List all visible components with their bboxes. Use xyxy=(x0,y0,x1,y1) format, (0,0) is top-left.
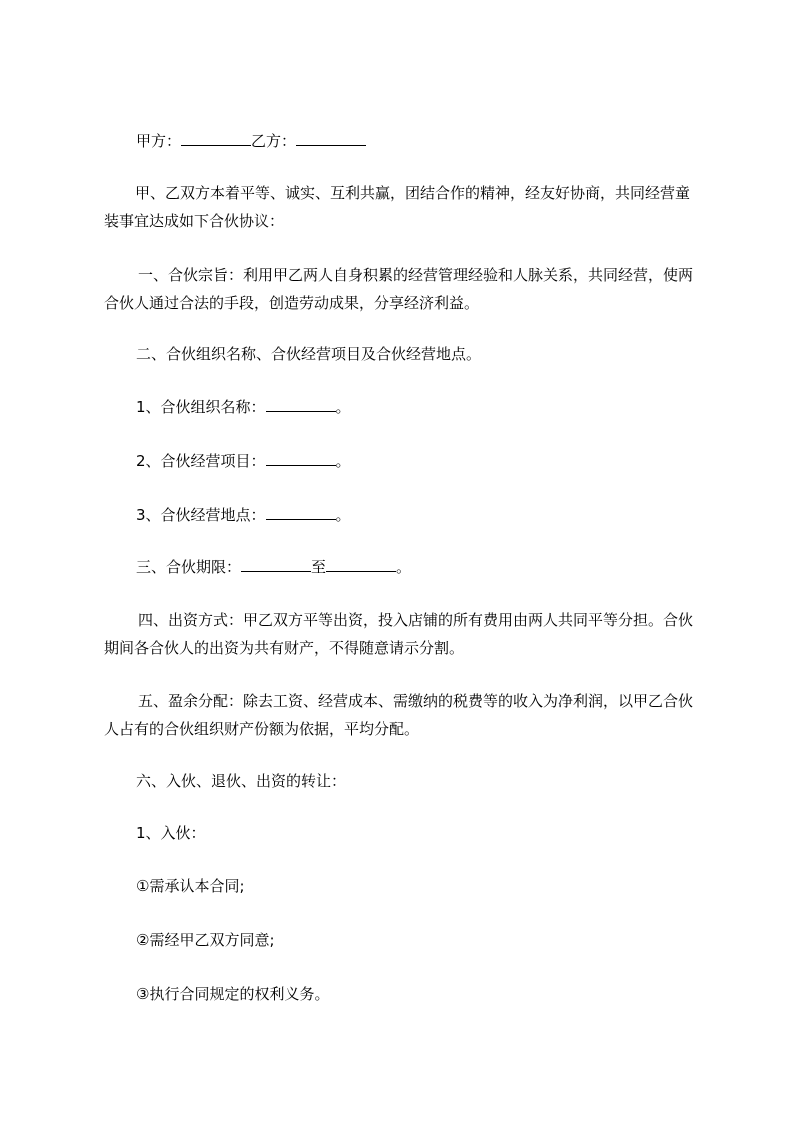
section-2-item-3 xyxy=(136,501,736,529)
party-b-blank xyxy=(296,131,366,146)
join-condition-3: ③执行合同规定的权利义务。 xyxy=(136,985,330,1003)
join-condition-2: ②需经甲乙双方同意; xyxy=(136,931,275,949)
section-4-paragraph: 四、出资方式：甲乙双方平等出资，投入店铺的所有费用由两人共同平等分担。合伙期间各合伙人的出资为共有财产，不得随意请示分割。 xyxy=(104,611,694,657)
intro-paragraph: 甲、乙双方本着平等、诚实、互利共赢，团结合作的精神，经友好协商，共同经营童装事宜达成如下合伙协议： xyxy=(104,184,691,230)
section-6-heading: 六、入伙、退伙、出资的转让： xyxy=(136,772,347,790)
section-3-term xyxy=(136,553,736,581)
period-mark: 。 xyxy=(335,452,351,470)
period-mark: 。 xyxy=(335,398,351,416)
party-a-blank xyxy=(181,131,251,146)
section-5-paragraph: 五、盈余分配：除去工资、经营成本、需缴纳的税费等的收入为净利润，以甲乙合伙人占有的合伙组织财产份额为依据，平均分配。 xyxy=(104,692,694,738)
section-6-sub-1: 1、入伙： xyxy=(136,824,206,842)
org-name-label: 1、合伙组织名称： xyxy=(136,398,266,416)
section-2-item-2 xyxy=(136,447,736,475)
section-2-item-1 xyxy=(136,393,736,421)
term-to: 至 xyxy=(311,558,327,576)
parties-line xyxy=(136,127,736,155)
business-project-blank xyxy=(266,451,336,466)
party-b-label: 乙方： xyxy=(251,132,297,150)
section-1-paragraph: 一、合伙宗旨：利用甲乙两人自身积累的经营管理经验和人脉关系，共同经营，使两合伙人通过合法的手段，创造劳动成果，分享经济利益。 xyxy=(104,266,694,312)
org-name-blank xyxy=(266,397,336,412)
period-mark: 。 xyxy=(396,558,412,576)
term-end-blank xyxy=(326,557,396,572)
term-label: 三、合伙期限： xyxy=(136,558,242,576)
period-mark: 。 xyxy=(335,506,351,524)
business-location-label: 3、合伙经营地点： xyxy=(136,506,266,524)
business-location-blank xyxy=(266,505,336,520)
section-2-heading: 二、合伙组织名称、合伙经营项目及合伙经营地点。 xyxy=(136,345,482,363)
term-start-blank xyxy=(241,557,311,572)
business-project-label: 2、合伙经营项目： xyxy=(136,452,266,470)
join-condition-1: ①需承认本合同; xyxy=(136,877,245,895)
party-a-label: 甲方： xyxy=(136,132,182,150)
